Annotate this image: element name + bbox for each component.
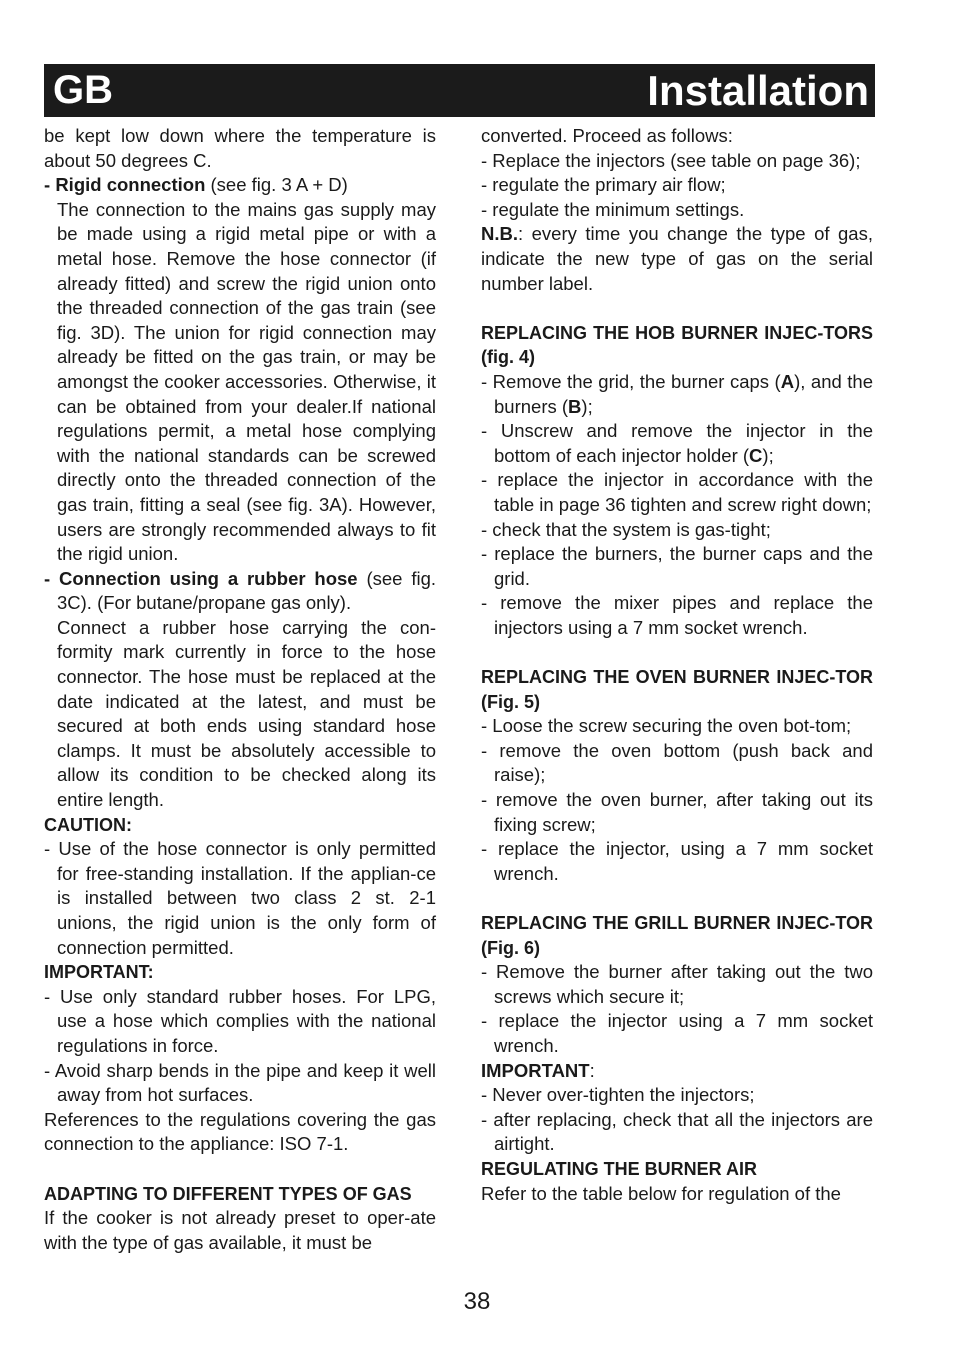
oven-item: - replace the injector, using a 7 mm socket wrench.: [481, 838, 873, 884]
references-paragraph: References to the regulations covering the gas connection to the appliance: ISO 7-1.: [44, 1108, 436, 1155]
page-header: [44, 64, 875, 117]
converted-paragraph: converted. Proceed as follows:: [481, 125, 733, 146]
spacer: [481, 296, 873, 321]
grill-item: - Remove the burner after taking out the two screws which secure it;: [481, 961, 873, 1007]
rubber-hose-heading: [44, 567, 436, 616]
important-heading: IMPORTANT:: [44, 962, 154, 983]
important-colon: :: [589, 1059, 595, 1081]
nb-label: N.B.: [481, 223, 518, 245]
step-item: - regulate the minimum settings.: [481, 198, 745, 220]
hob-item-text: ), and the burners (: [494, 370, 873, 417]
hob-item-text: - Remove the grid, the burner caps (: [481, 370, 781, 392]
caution-item: - Use of the hose connector is only permitted for free-standing installation. If the applian-ce is installed between two class 2 st. 2-1 unions, the rigid union is the only form of connection permitted.: [44, 838, 436, 958]
language-code: GB: [53, 68, 113, 112]
hob-item: - replace the burners, the burner caps and the grid.: [481, 543, 873, 589]
rubber-hose-body: Connect a rubber hose carrying the con-formity mark currently in force to the hose connector. The hose must be replaced at the date indicated at the latest, and must be secured at both ends using standard hose clamps. It must be absolutely accessible to allow its condition to be checked along its entire length.: [57, 616, 436, 811]
hob-item: [481, 370, 873, 419]
hob-item-text: );: [581, 395, 593, 417]
spacer: [481, 640, 873, 665]
oven-item: - remove the oven burner, after taking out its fixing screw;: [481, 789, 873, 835]
hob-item-bold: B: [568, 395, 582, 417]
step-item: - regulate the primary air flow;: [481, 174, 726, 196]
rigid-dash: -: [44, 174, 56, 196]
oven-item: - Loose the screw securing the oven bot-tom;: [481, 715, 852, 737]
important-item: - Avoid sharp bends in the pipe and keep it well away from hot surfaces.: [44, 1059, 436, 1106]
right-column: [481, 124, 873, 1206]
rubber-hose-ref: (see fig. 3C). (For butane/propane gas only).: [57, 567, 436, 614]
left-column: [44, 124, 436, 1255]
hob-item-bold: A: [780, 370, 795, 392]
important-label: IMPORTANT: [481, 1059, 590, 1081]
page-title: Installation: [647, 67, 869, 114]
spacer: [481, 886, 873, 911]
important-heading-right: [481, 1059, 873, 1084]
spacer: [44, 1157, 436, 1182]
intro-paragraph: be kept low down where the temperature is about 50 degrees C.: [44, 125, 436, 171]
regulating-heading: REGULATING THE BURNER AIR: [481, 1158, 757, 1179]
important-item: - Never over-tighten the injectors;: [481, 1084, 755, 1106]
oven-item: - remove the oven bottom (push back and raise);: [481, 739, 873, 786]
hob-item: - check that the system is gas-tight;: [481, 518, 771, 540]
hob-item: [481, 419, 873, 468]
step-item: - Replace the injectors (see table on page 36);: [481, 149, 861, 171]
rubber-dash: -: [44, 567, 60, 589]
page-number: 38: [463, 1288, 491, 1315]
rubber-hose-label: Connection using a rubber hose: [59, 567, 358, 589]
hob-item: - replace the injector in accordance with the table in page 36 tighten and screw right down;: [481, 469, 873, 515]
nb-text: : every time you change the type of gas, indicate the new type of gas on the serial number label.: [481, 223, 873, 294]
hob-item: - remove the mixer pipes and replace the injectors using a 7 mm socket wrench.: [481, 592, 873, 638]
important-item: - after replacing, check that all the injectors are airtight.: [481, 1108, 873, 1155]
rigid-connection-body: The connection to the mains gas supply may be made using a rigid metal pipe or with a metal hose. Remove the hose connector (if already fitted) and screw the rigid union onto the threaded connection of the gas train (see fig. 3D). The union for rigid connection may already be fitted on the gas train, or may be amongst the cooker accessories. Otherwise, it can be obtained from your dealer.If national regulations permit, a metal hose complying with the national standards can be screwed directly onto the threaded connection of the gas train, fitting a seal (see fig. 3A). However, users are strongly recommended always to fit the rigid union.: [57, 198, 436, 565]
hob-heading: REPLACING THE HOB BURNER INJEC-TORS (fig. 4): [481, 322, 873, 368]
hob-item-text: - Unscrew and remove the injector in the bottom of each injector holder (: [481, 420, 873, 466]
hob-item-bold: C: [749, 444, 763, 466]
grill-item: - replace the injector using a 7 mm socket wrench.: [481, 1010, 873, 1056]
adapting-body: If the cooker is not already preset to oper-ate with the type of gas available, it must be: [44, 1207, 436, 1253]
adapting-heading: ADAPTING TO DIFFERENT TYPES OF GAS: [44, 1183, 412, 1204]
caution-heading: CAUTION:: [44, 814, 132, 835]
important-item: - Use only standard rubber hoses. For LPG, use a hose which complies with the national regulations in force.: [44, 985, 436, 1056]
grill-heading: REPLACING THE GRILL BURNER INJEC-TOR (Fig. 6): [481, 913, 873, 958]
nb-paragraph: [481, 222, 873, 296]
hob-item-text: );: [762, 444, 774, 466]
rigid-connection-label: Rigid connection: [55, 174, 206, 196]
rigid-connection-ref: (see fig. 3 A + D): [205, 174, 348, 196]
oven-heading: REPLACING THE OVEN BURNER INJEC-TOR (Fig. 5): [481, 667, 873, 712]
rigid-connection-heading: [44, 173, 436, 198]
regulating-body: Refer to the table below for regulation of the: [481, 1182, 841, 1204]
